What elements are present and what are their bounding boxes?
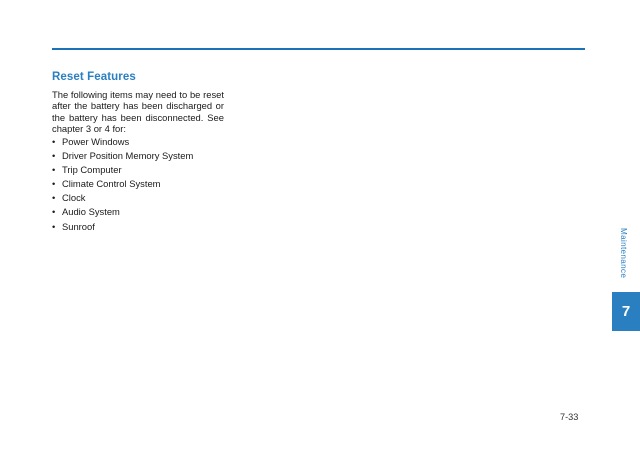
- chapter-tab-number: 7: [621, 303, 631, 320]
- list-item: • Sunroof: [52, 220, 302, 234]
- page-title: Reset Features: [52, 71, 136, 83]
- list-item: • Climate Control System: [52, 177, 302, 191]
- header-divider: [52, 48, 585, 50]
- chapter-tab-label: Maintenance: [619, 228, 628, 279]
- intro-paragraph: The following items may need to be reset after the battery has been discharged or the battery has been disconnected. See chapter 3 or 4 for:: [52, 89, 224, 134]
- list-item: • Trip Computer: [52, 163, 302, 177]
- reset-features-list: [52, 135, 302, 234]
- list-item: • Clock: [52, 191, 302, 205]
- list-item: • Audio System: [52, 205, 302, 219]
- list-item: • Driver Position Memory System: [52, 149, 302, 163]
- list-item: • Power Windows: [52, 135, 302, 149]
- chapter-tab-number-box: [612, 292, 640, 331]
- page-number: 7-33: [560, 412, 579, 422]
